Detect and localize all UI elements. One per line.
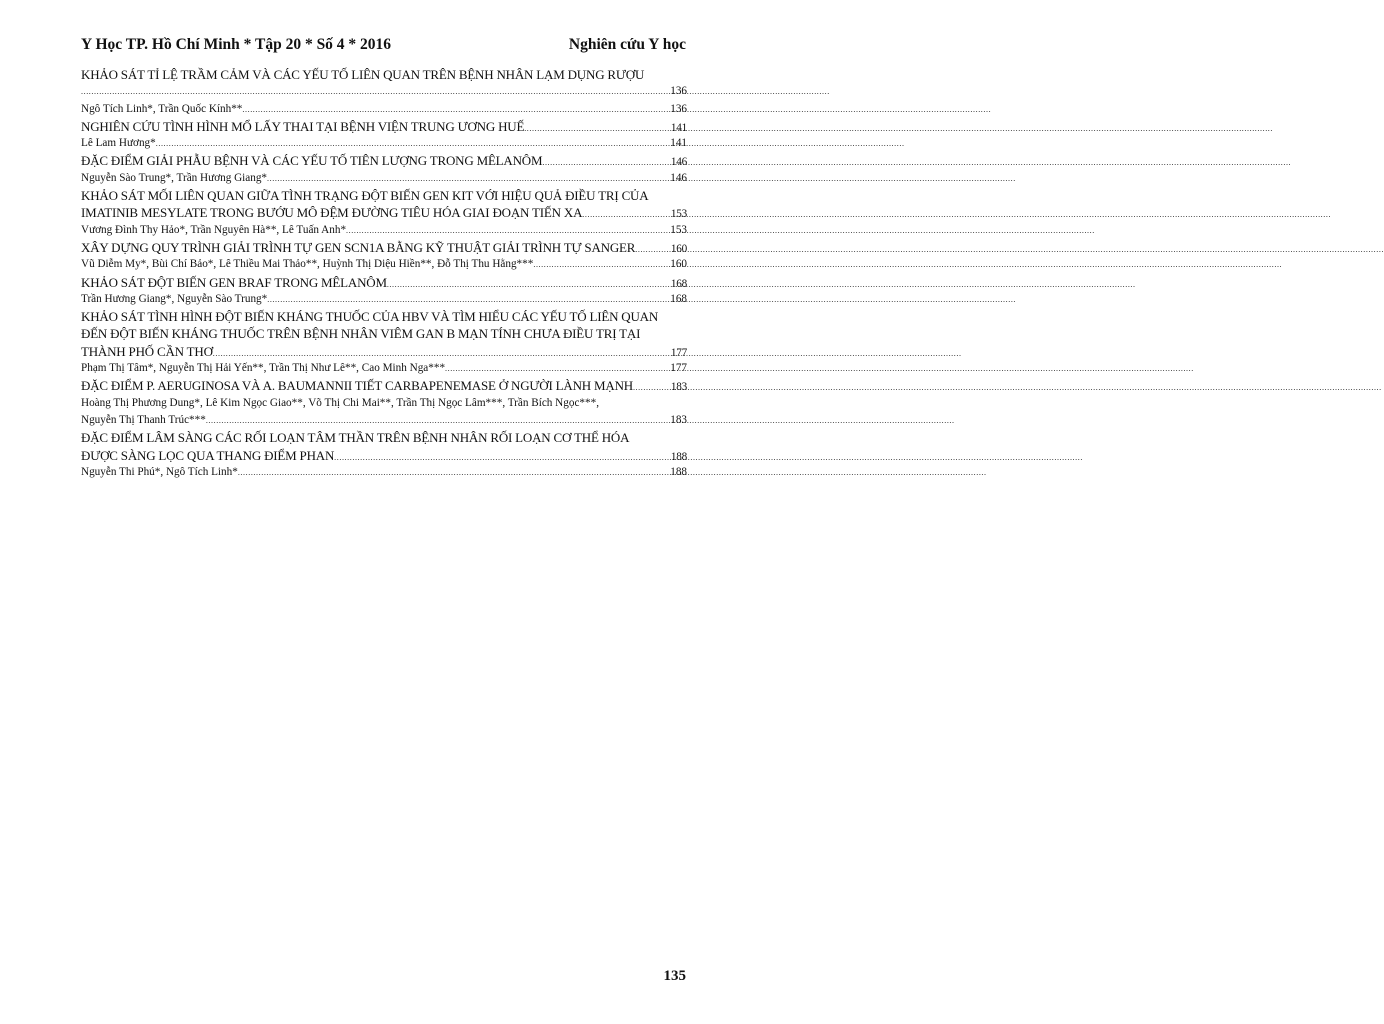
toc-title: IMATINIB MESYLATE TRONG BƯỚU MÔ ĐỆM ĐƯỜNG TIÊU HÓA GIAI ĐOẠN TIẾN XA	[81, 205, 583, 221]
toc-title-line	[81, 204, 687, 221]
toc-authors-line	[81, 222, 687, 239]
toc-title: THÀNH PHỐ CẦN THƠ	[81, 343, 213, 359]
toc-leader-line	[81, 83, 687, 100]
toc-title: XÂY DỰNG QUY TRÌNH GIẢI TRÌNH TỰ GEN SCN1A BẰNG KỸ THUẬT GIẢI TRÌNH TỰ SANGER	[81, 239, 636, 255]
toc-page-number: 177	[670, 346, 687, 359]
toc-title-line	[81, 239, 687, 256]
toc-title-line	[81, 66, 687, 83]
toc-page-number: 146	[670, 171, 687, 184]
toc-page-number: 168	[670, 277, 687, 290]
journal-header: Y Học TP. Hồ Chí Minh * Tập 20 * Số 4 * 2016	[81, 36, 392, 53]
toc-authors: Lê Lam Hương*	[81, 137, 156, 150]
toc-title-line	[81, 343, 687, 360]
table-of-contents	[81, 66, 687, 481]
dot-leader	[267, 291, 668, 308]
toc-page-number: 160	[670, 242, 687, 255]
dot-leader	[156, 135, 668, 152]
toc-title: KHẢO SÁT MỐI LIÊN QUAN GIỮA TÌNH TRẠNG ĐỘT BIẾN GEN KIT VỚI HIỆU QUẢ ĐIỀU TRỊ CỦA	[81, 188, 649, 204]
dot-leader	[242, 101, 668, 118]
toc-title-line	[81, 377, 687, 394]
toc-authors: Trần Hương Giang*, Nguyễn Sào Trung*	[81, 292, 268, 305]
toc-authors: Nguyễn Sào Trung*, Trần Hương Giang*	[81, 171, 268, 184]
toc-page-number: 136	[670, 85, 687, 98]
toc-authors-line	[81, 291, 687, 308]
toc-page-number: 168	[670, 292, 687, 305]
toc-title-line	[81, 187, 687, 204]
dot-leader	[267, 170, 668, 187]
toc-title-line	[81, 308, 687, 325]
toc-authors: Phạm Thị Tâm*, Nguyễn Thị Hải Yến**, Trần Thị Như Lê**, Cao Minh Nga***	[81, 362, 446, 375]
dot-leader	[81, 83, 668, 100]
toc-title: ĐẾN ĐỘT BIẾN KHÁNG THUỐC TRÊN BỆNH NHÂN VIÊM GAN B MẠN TÍNH CHƯA ĐIỀU TRỊ TẠI	[81, 326, 641, 342]
toc-title-line	[81, 118, 687, 135]
toc-title-line	[81, 152, 687, 169]
toc-authors-line	[81, 464, 687, 481]
running-header	[81, 36, 686, 54]
toc-page-number: 153	[670, 208, 687, 221]
toc-authors: Hoàng Thị Phương Dung*, Lê Kim Ngọc Giao**, Võ Thị Chi Mai**, Trần Thị Ngọc Lâm***, Trần Bích Ngọc***,	[81, 396, 599, 409]
dot-leader	[238, 464, 668, 481]
toc-title: ĐẶC ĐIỂM GIẢI PHẪU BỆNH VÀ CÁC YẾU TỐ TIÊN LƯỢNG TRONG MÊLANÔM	[81, 153, 543, 169]
toc-title: KHẢO SÁT TỈ LỆ TRẦM CẢM VÀ CÁC YẾU TỐ LIÊN QUAN TRÊN BỆNH NHÂN LẠM DỤNG RƯỢU	[81, 67, 645, 82]
dot-leader	[206, 412, 668, 429]
toc-page-number: 177	[670, 362, 687, 375]
toc-page-number: 188	[670, 465, 687, 478]
dot-leader	[533, 256, 668, 273]
toc-page-number: 153	[670, 223, 687, 236]
toc-page-number: 146	[670, 156, 687, 169]
toc-page-number: 188	[670, 450, 687, 463]
toc-title: ĐẶC ĐIỂM LÂM SÀNG CÁC RỐI LOẠN TÂM THẦN TRÊN BỆNH NHÂN RỐI LOẠN CƠ THỂ HÓA	[81, 430, 630, 446]
toc-authors: Nguyễn Thi Phú*, Ngô Tích Linh*	[81, 465, 238, 478]
toc-title-line	[81, 429, 687, 446]
toc-authors: Vũ Diễm My*, Bùi Chí Bảo*, Lê Thiều Mai Thảo**, Huỳnh Thị Diệu Hiền**, Đỗ Thị Thu Hằng***	[81, 258, 534, 271]
toc-page-number: 141	[670, 121, 687, 134]
toc-page-number: 141	[670, 137, 687, 150]
toc-page-number: 136	[670, 102, 687, 115]
toc-title-line	[81, 274, 687, 291]
page-number: 135	[663, 968, 686, 984]
toc-authors-line	[81, 412, 687, 429]
toc-authors: Nguyễn Thị Thanh Trúc***	[81, 413, 206, 426]
toc-authors: Ngô Tích Linh*, Trần Quốc Kính**	[81, 102, 243, 115]
toc-authors-line	[81, 395, 687, 412]
toc-title: NGHIÊN CỨU TÌNH HÌNH MỔ LẤY THAI TẠI BỆNH VIỆN TRUNG ƯƠNG HUẾ	[81, 118, 525, 134]
toc-title: KHẢO SÁT TÌNH HÌNH ĐỘT BIẾN KHÁNG THUỐC CỦA HBV VÀ TÌM HIỂU CÁC YẾU TỐ LIÊN QUAN	[81, 309, 659, 325]
toc-title: KHẢO SÁT ĐỘT BIẾN GEN BRAF TRONG MÊLANÔM	[81, 274, 387, 290]
dot-leader	[346, 222, 668, 239]
toc-page-number: 160	[670, 258, 687, 271]
toc-authors-line	[81, 101, 687, 118]
toc-authors: Vương Đình Thy Hảo*, Trần Nguyên Hà**, Lê Tuấn Anh*	[81, 223, 347, 236]
toc-authors-line	[81, 170, 687, 187]
toc-authors-line	[81, 360, 687, 377]
toc-page-number: 183	[670, 381, 687, 394]
toc-page-number: 183	[670, 413, 687, 426]
toc-title: ĐẶC ĐIỂM P. AERUGINOSA VÀ A. BAUMANNII TIẾT CARBAPENEMASE Ở NGƯỜI LÀNH MẠNH	[81, 378, 633, 394]
toc-title: ĐƯỢC SÀNG LỌC QUA THANG ĐIỂM PHAN	[81, 447, 335, 463]
toc-authors-line	[81, 135, 687, 152]
toc-title-line	[81, 447, 687, 464]
dot-leader	[633, 379, 669, 396]
toc-title-line	[81, 325, 687, 342]
section-header: Nghiên cứu Y học	[568, 36, 686, 53]
dot-leader	[445, 360, 668, 377]
toc-authors-line	[81, 256, 687, 273]
